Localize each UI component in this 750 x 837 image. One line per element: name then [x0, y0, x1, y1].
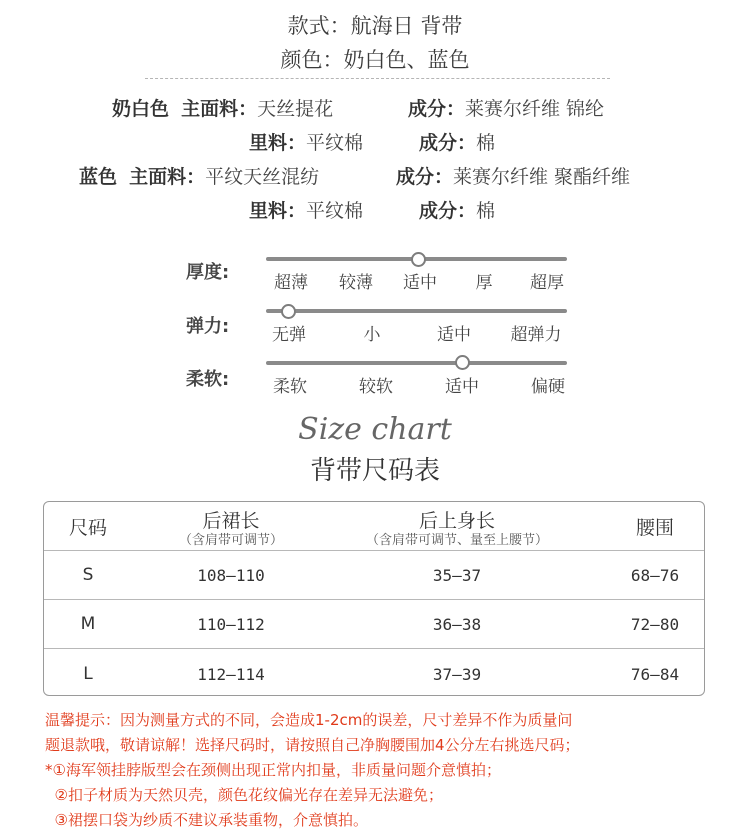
- thickness-option: 超薄: [274, 273, 308, 293]
- elasticity-slider-knob: [281, 304, 296, 319]
- note-line: 温馨提示：因为测量方式的不同，会造成1-2cm的误差，尺寸差异不作为质量问: [45, 711, 573, 729]
- softness-slider-knob: [455, 355, 470, 370]
- thickness-option: 超厚: [530, 273, 564, 293]
- col-header-back-length: 后裙长: [202, 510, 260, 532]
- thickness-slider-knob: [411, 252, 426, 267]
- table-rule: [44, 550, 704, 551]
- lining-composition-value: 棉: [476, 132, 496, 154]
- lining-blue: [249, 196, 363, 223]
- elasticity-option: 小: [363, 325, 381, 345]
- col-header-back-length-note: （含肩带可调节）: [178, 533, 284, 548]
- cell-waist: 76—84: [630, 665, 680, 684]
- cell-size: L: [83, 664, 93, 684]
- cell-waist: 68—76: [630, 566, 680, 585]
- cell-size: M: [80, 614, 96, 634]
- table-rule: [44, 648, 704, 649]
- lining-composition-label: 成分：: [419, 132, 477, 154]
- elasticity-slider-track: [266, 309, 567, 313]
- main-fabric-value: 平纹天丝混纺: [205, 166, 320, 188]
- note-line: 题退款哦，敬请谅解！选择尺码时，请按照自己净胸腰围加4公分左右挑选尺码；: [45, 736, 580, 754]
- softness-option: 适中: [445, 377, 479, 397]
- main-fabric-value: 天丝提花: [257, 98, 334, 120]
- main-fabric-label: 主面料：: [129, 166, 206, 188]
- cell-back-length: 110—112: [197, 615, 265, 634]
- col-header-back-upper: 后上身长: [418, 510, 496, 532]
- lining-value: 平纹棉: [306, 132, 364, 154]
- material-row-blue: [79, 162, 319, 189]
- lining-composition-value: 棉: [476, 200, 496, 222]
- elasticity-label: 弹力:: [186, 316, 230, 337]
- composition-value: 莱赛尔纤维 锦纶: [465, 98, 605, 120]
- lining-composition-milk-white: [419, 128, 495, 155]
- elasticity-option: 无弹: [272, 325, 306, 345]
- composition-label: 成分：: [396, 166, 454, 188]
- cell-back-upper: 35—37: [432, 566, 482, 585]
- softness-option: 偏硬: [531, 377, 565, 397]
- material-color-name: 奶白色: [112, 98, 170, 120]
- col-header-size: 尺码: [68, 517, 108, 539]
- cell-waist: 72—80: [630, 615, 680, 634]
- lining-value: 平纹棉: [306, 200, 364, 222]
- thickness-option: 厚: [475, 273, 493, 293]
- material-row-milk-white: [112, 94, 333, 121]
- softness-slider-track: [266, 361, 567, 365]
- composition-value: 莱赛尔纤维 聚酯纤维: [453, 166, 631, 188]
- col-header-back-upper-note: （含肩带可调节、量至上腰节）: [365, 533, 549, 548]
- cell-size: S: [82, 565, 94, 585]
- composition-milk-white: [408, 94, 604, 121]
- thickness-label: 厚度:: [186, 262, 230, 283]
- note-line: ③裙摆口袋为纱质不建议承装重物，介意慎拍。: [45, 811, 368, 829]
- lining-composition-blue: [419, 196, 495, 223]
- main-fabric-label: 主面料：: [181, 98, 258, 120]
- cell-back-upper: 36—38: [432, 615, 482, 634]
- lining-composition-label: 成分：: [419, 200, 477, 222]
- lining-milk-white: [249, 128, 363, 155]
- softness-label: 柔软:: [186, 369, 230, 390]
- lining-label: 里料：: [249, 132, 307, 154]
- color-line: 颜色：奶白色、蓝色: [280, 48, 470, 72]
- material-color-name: 蓝色: [79, 166, 118, 188]
- lining-label: 里料：: [249, 200, 307, 222]
- composition-label: 成分：: [408, 98, 466, 120]
- composition-blue: [396, 162, 630, 189]
- cell-back-length: 108—110: [197, 566, 265, 585]
- cell-back-upper: 37—39: [432, 665, 482, 684]
- size-chart-title: 背带尺码表: [309, 456, 440, 486]
- elasticity-option: 超弹力: [510, 325, 562, 345]
- style-line: 款式：航海日 背带: [287, 14, 463, 38]
- note-line: *①海军领挂脖版型会在颈侧出现正常内扣量，非质量问题介意慎拍；: [45, 761, 501, 779]
- thickness-option: 适中: [403, 273, 437, 293]
- cell-back-length: 112—114: [197, 665, 265, 684]
- col-header-waist: 腰围: [635, 517, 675, 539]
- divider: [145, 78, 610, 79]
- size-chart-script-title: Size chart: [298, 412, 452, 447]
- softness-option: 较软: [359, 377, 393, 397]
- table-rule: [44, 599, 704, 600]
- thickness-option: 较薄: [339, 273, 373, 293]
- note-line: ②扣子材质为天然贝壳，颜色花纹偏光存在差异无法避免；: [45, 786, 443, 804]
- elasticity-option: 适中: [437, 325, 471, 345]
- softness-option: 柔软: [273, 377, 307, 397]
